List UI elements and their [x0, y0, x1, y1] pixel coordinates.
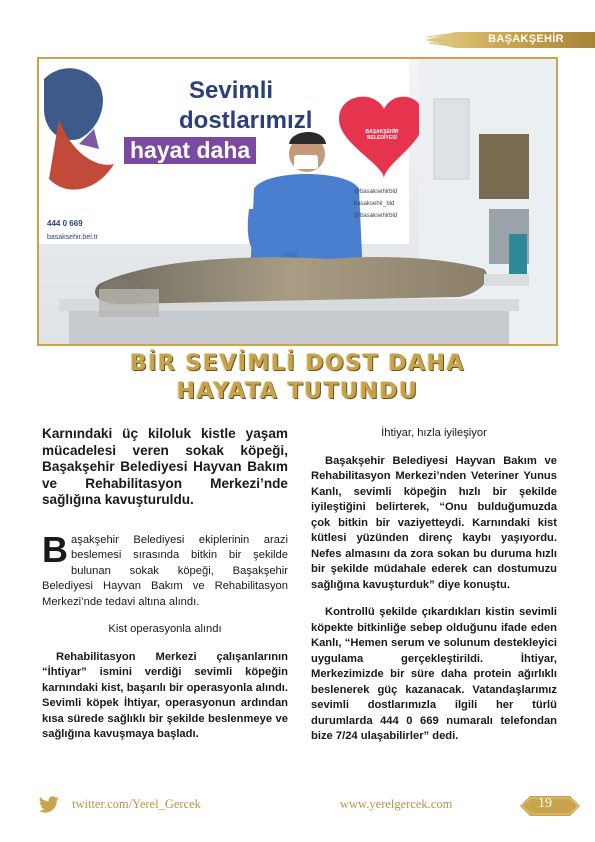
subheading-operation: Kist operasyonla alındı: [108, 623, 222, 636]
poster-social-2: basaksehir_bld: [354, 201, 395, 207]
operation-paragraph: Rehabilitasyon Merkezi çalışanlarının “İhtiyar” ismini verdiği sevimli köpeğin karnındaki kist, başarılı bir operasyonla alındı. Sevimli köpek İhtiyar, operasyonun ardından kısa sürede sağlıklı bir şekilde beslenmeye ve sağlığına kavuşmaya başladı.: [42, 650, 288, 741]
section-title: BAŞAKŞEHİR: [488, 33, 564, 45]
left-column: [42, 426, 288, 755]
headline: [40, 350, 555, 406]
vet-quote-paragraph: Başakşehir Belediyesi Hayvan Bakım ve Rehabilitasyon Merkezi’nden Veteriner Yunus Kanlı, sevimli köpeğin hızlı bir şekilde iyileştiğini belirterek, “Onu bulduğumuzda çok bitkin bir vaziyetteydi. Karnındaki kist kütlesi yüzünden direnç kaybı yaşıyordu. Nefes almasını da zora sokan bu duruma hızlı bir şekilde müdahale ederek can dostumuzu sağlığına kavuşturduk” diye konuştu.: [311, 454, 557, 591]
poster-website: basaksehir.bel.tr: [47, 234, 98, 241]
footer-website: www.yerelgercek.com: [340, 797, 453, 811]
intro-paragraph: [42, 528, 288, 611]
poster-social-3: @basaksehirbld: [354, 213, 398, 219]
headline-line-2: HAYATA TUTUNDU: [176, 379, 419, 404]
subheading-recovery: İhtiyar, hızla iyileşiyor: [381, 427, 487, 439]
section-banner: [425, 30, 595, 50]
municipality-logo-caption: BAŞAKŞEHİR BELEDİYESİ: [365, 129, 399, 141]
footer-twitter-handle: twitter.com/Yerel_Gercek: [72, 797, 201, 811]
lead-paragraph: Karnındaki üç kiloluk kistle yaşam mücadelesi veren sokak köpeği, Başakşehir Belediyesi Hayvan Bakım ve Rehabilitasyon Merkezi’nde sağlığına kavuşturuldu.: [42, 426, 288, 508]
right-column: [311, 426, 557, 757]
poster-line-2: dostlarımızl: [179, 107, 313, 134]
poster-social-1: @basaksehirbld: [354, 189, 398, 195]
twitter-bird-icon: [38, 796, 60, 819]
drop-cap: B: [42, 528, 68, 570]
poster-phone: 444 0 669: [47, 219, 83, 228]
page-number: 19: [538, 796, 552, 811]
poster-line-1: Sevimli: [189, 77, 274, 104]
closing-paragraph: Kontrollü şekilde çıkardıkları kistin sevimli köpekte bitkinliğe sebep olduğunu ifade eden Kanlı, “Hemen serum ve solunum destekleyici uygulama gerçekleştirildi. İhtiyar, Merkezimizde bir süre daha protein ağırlıklı beslenerek güç kazanacak. Vatandaşlarımız sevimli dostlarımızla ilgili her türlü durumlarda 444 0 669 numaralı telefondan bize 7/24 ulaşabilirler” dedi.: [311, 606, 557, 742]
article-photo: [37, 57, 558, 346]
poster-line-3: hayat daha: [124, 137, 256, 164]
intro-text: aşakşehir Belediyesi ekiplerinin arazi beslemesi sırasında bitkin bir şekilde bulunan sokak köpeği, Başakşehir Belediyesi Hayvan Bakım ve Rehabilitasyon Merkezi’nde tedavi altına alındı.: [42, 533, 288, 608]
headline-line-1: BİR SEVİMLİ DOST DAHA: [129, 351, 466, 376]
